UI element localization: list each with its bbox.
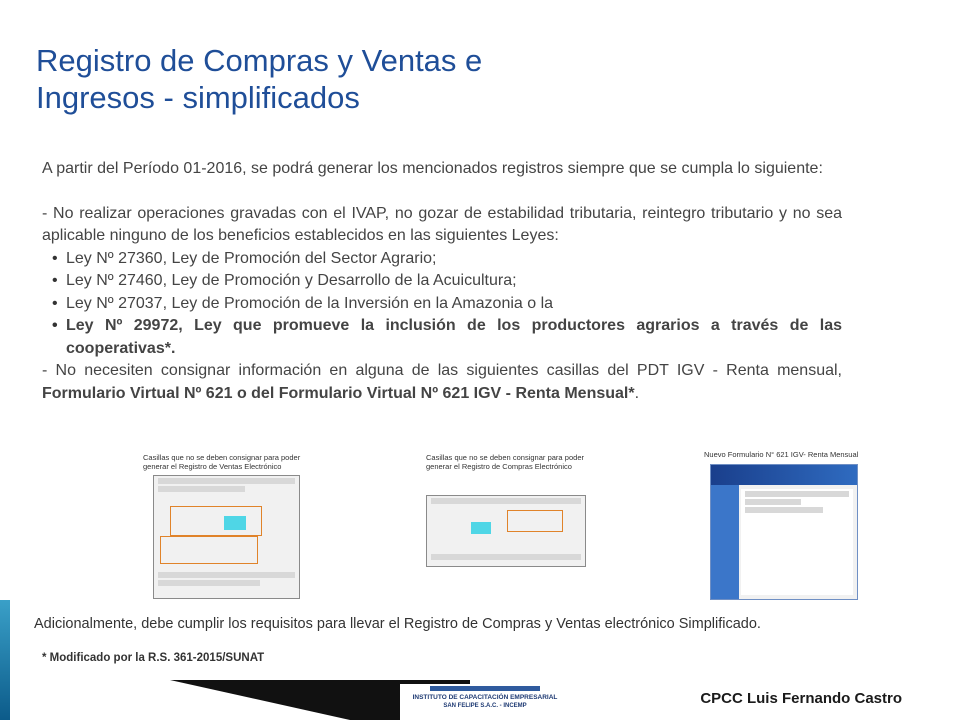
compras-form-caption: Casillas que no se deben consignar para poder generar el Registro de Compras Electrónico — [426, 453, 584, 471]
logo-line-2: SAN FELIPE S.A.C. - INCEMP — [443, 703, 527, 709]
compras-form-thumbnail — [426, 453, 586, 573]
law-item: • Ley Nº 27037, Ley de Promoción de la Inversión en la Amazonia o la — [66, 293, 842, 316]
title-line-2: Ingresos - simplificados — [36, 80, 360, 115]
footnote: * Modificado por la R.S. 361-2015/SUNAT — [42, 652, 265, 664]
ventas-form-thumbnail — [143, 453, 313, 603]
condition-2-bold: Formulario Virtual Nº 621 o del Formulario Virtual Nº 621 IGV - Renta Mensual* — [42, 384, 635, 402]
logo-line-1: INSTITUTO DE CAPACITACIÓN EMPRESARIAL — [412, 694, 558, 701]
laws-list — [42, 248, 842, 361]
condition-2 — [42, 360, 842, 405]
formulario-621-caption: Nuevo Formulario N° 621 IGV- Renta Mensual — [704, 450, 859, 459]
ventas-form-caption: Casillas que no se deben consignar para poder generar el Registro de Ventas Electrónico — [143, 453, 301, 471]
law-item: • Ley Nº 27460, Ley de Promoción y Desarrollo de la Acuicultura; — [66, 270, 842, 293]
slide-body — [42, 158, 842, 405]
formulario-621-thumbnail — [704, 450, 884, 600]
condition-2-text: - No necesiten consignar información en alguna de las siguientes casillas del PDT IGV - Renta mensual, — [42, 362, 842, 379]
law-item: • Ley Nº 27360, Ley de Promoción del Sector Agrario; — [66, 248, 842, 271]
formulario-621-image — [710, 464, 858, 600]
author-name: CPCC Luis Fernando Castro — [700, 690, 902, 707]
slide-title — [36, 42, 636, 116]
condition-1: - No realizar operaciones gravadas con el IVAP, no gozar de estabilidad tributaria, reintegro tributario y no sea aplicable ninguno de los beneficios establecidos en las siguientes Leyes: — [42, 204, 842, 244]
left-accent-bar — [0, 600, 10, 720]
intro-paragraph: A partir del Período 01-2016, se podrá generar los mencionados registros siempre que se cumpla lo siguiente: — [42, 160, 823, 177]
compras-form-image — [426, 495, 586, 567]
condition-2-end: . — [634, 384, 640, 402]
additional-requirements: Adicionalmente, debe cumplir los requisitos para llevar el Registro de Compras y Ventas electrónico Simplificado. — [34, 616, 761, 632]
ventas-form-image — [153, 475, 300, 599]
law-item: • Ley Nº 29972, Ley que promueve la inclusión de los productores agrarios a través de las cooperativas*. — [66, 315, 842, 360]
title-line-1: Registro de Compras y Ventas e — [36, 43, 483, 78]
incemp-logo — [400, 684, 570, 720]
